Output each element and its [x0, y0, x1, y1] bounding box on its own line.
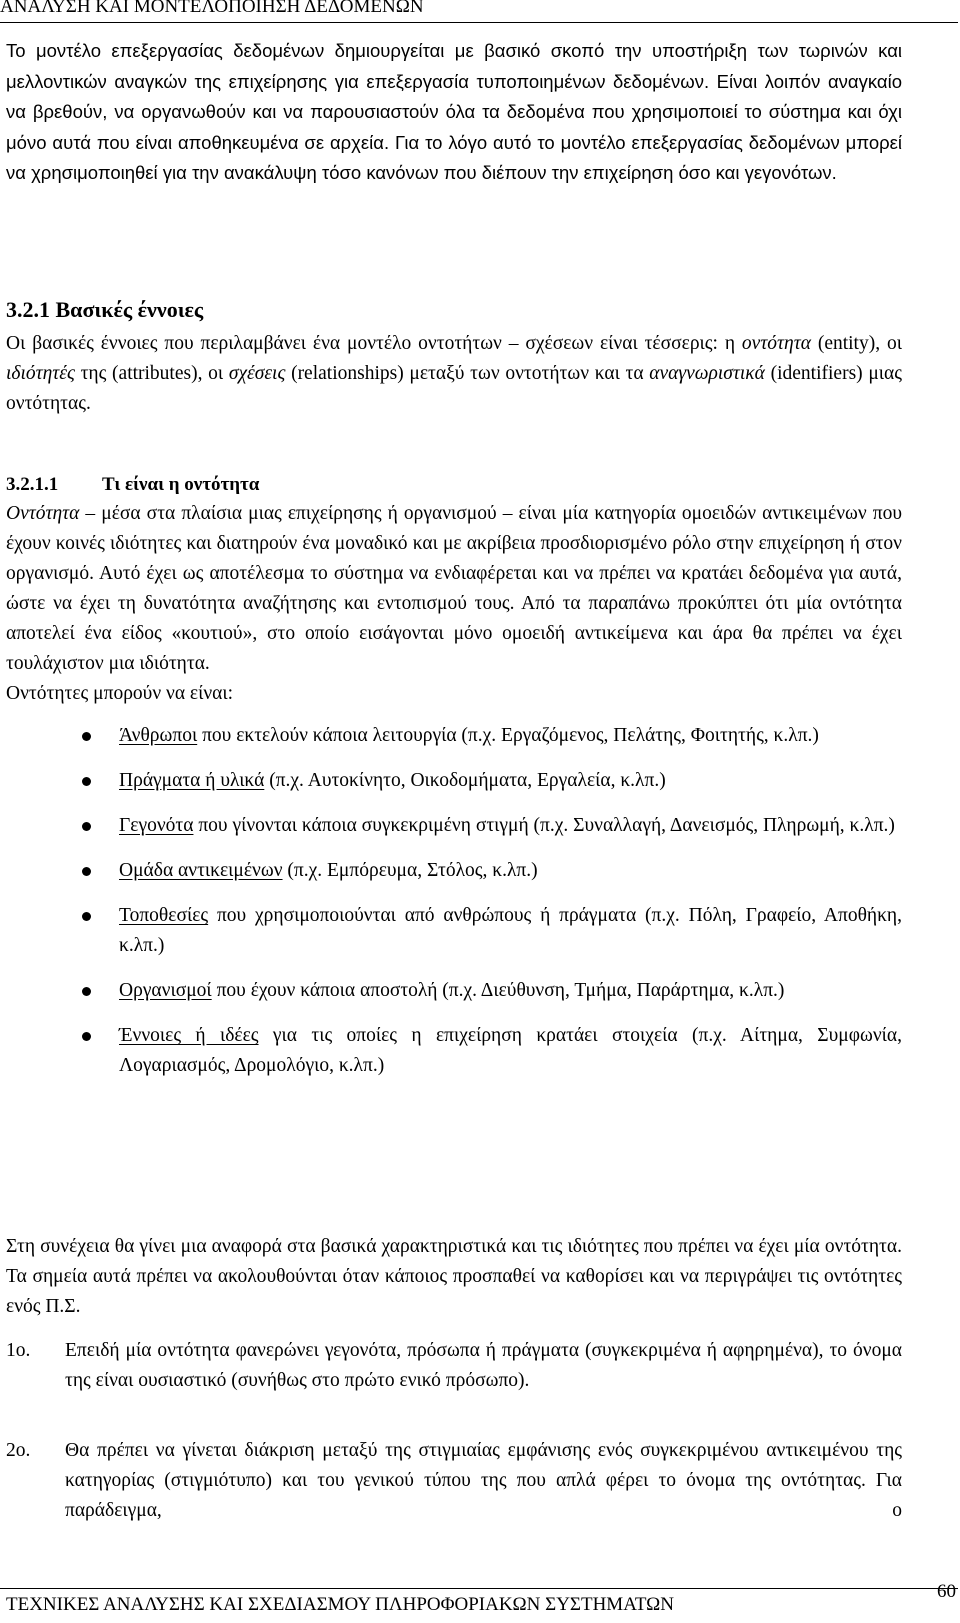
list-item [0, 766, 902, 796]
bullet-icon [82, 777, 91, 786]
entity-type-desc: (π.χ. Αυτοκίνητο, Οικοδομήματα, Εργαλεία, κ.λπ.) [264, 770, 666, 791]
header-rule [0, 22, 958, 23]
intro-paragraph: Το μοντέλο επεξεργασίας δεδομένων δημιουργείται με βασικό σκοπό την υποστήριξη των τωρινών και μελλοντικών αναγκών της επιχείρησης για επεξεργασία τυποποιημένων δεδομένων. Είναι λοιπόν αναγκαίο να βρεθούν, να οργανωθούν και να παρουσιαστούν όλα τα δεδομένα που χρησιμοποιεί το σύστημα και όχι μόνο αυτά που είναι αποθηκευμένα σε αρχεία. Για το λόγο αυτό το μοντέλο επεξεργασίας δεδομένων μπορεί να χρησιμοποιηθεί για την ανακάλυψη τόσο κανόνων που διέπουν την επιχείρηση όσο και γεγονότων. [6, 40, 902, 183]
section-heading-3-2-1-1 [6, 471, 259, 499]
footer-rule [0, 1588, 958, 1589]
term-relationships: σχέσεις [228, 363, 286, 384]
running-header: ΑΝΑΛΥΣΗ ΚΑΙ ΜΟΝΤΕΛΟΠΟΙΗΣΗ ΔΕΔΟΜΕΝΩΝ [0, 0, 424, 17]
item-text: Θα πρέπει να γίνεται διάκριση μεταξύ της στιγμιαίας εμφάνισης ενός συγκεκριμένου αντικειμένου της κατηγορίας (στιγμιότυπο) και του γενικού τύπου της που απλά φέρει το όνομα της οντότητας. Για παράδειγμα, ο [65, 1440, 902, 1521]
item-text: Επειδή μία οντότητα φανερώνει γεγονότα, πρόσωπα ή πράγματα (συγκεκριμένα ή αφηρημένα), το όνομα της είναι ουσιαστικό (συνήθως στο πρώτο ενικό πρόσωπο). [65, 1340, 902, 1391]
entity-definition-text: – μέσα στα πλαίσια μιας επιχείρησης ή οργανισμού – είναι μία κατηγορία ομοειδών αντικειμένων που έχουν κοινές ιδιότητες και διατηρούν ένα μοναδικό και με ακρίβεια προσδιορισμένο ρόλο στην επιχείρηση ή στον οργανισμό. Αυτό έχει ως αποτέλεσμα το σύστημα να ενδιαφέρεται και να πρέπει να κρατάει δεδομένα για αυτά, ώστε να έχει τη δυνατότητα αναζήτησης και εντοπισμού τους. Από τα παραπάνω προκύπτει ότι μία οντότητα αποτελεί ένα είδος «κουτιού», στο οποίο εισάγονται μόνο ομοειδή αντικείμενα και άρα θα πρέπει να έχει τουλάχιστον μια ιδιότητα. [6, 503, 902, 674]
entity-list-intro: Οντότητες μπορούν να είναι: [6, 683, 234, 704]
basic-concepts-paragraph [6, 329, 902, 419]
numbered-item-2 [6, 1436, 902, 1526]
list-item [0, 856, 902, 886]
entity-type-term: Οργανισμοί [119, 980, 212, 1001]
basic-concepts-text: της (attributes), οι [74, 363, 229, 384]
entity-type-desc: για τις οποίες η επιχείρηση κρατάει στοιχεία (π.χ. Αίτημα, Συμφωνία, Λογαριασμός, Δρομολόγιο, κ.λπ.) [119, 1025, 902, 1076]
entity-type-term: Άνθρωποι [119, 725, 198, 746]
bullet-icon [82, 1032, 91, 1041]
bullet-icon [82, 867, 91, 876]
bullet-icon [82, 912, 91, 921]
bullet-icon [82, 987, 91, 996]
entity-types-list [0, 721, 902, 1096]
item-number: 2ο. [6, 1440, 31, 1461]
entity-type-term: Έννοιες ή ιδέες [119, 1025, 259, 1046]
characteristics-intro: Στη συνέχεια θα γίνει μια αναφορά στα βασικά χαρακτηριστικά και τις ιδιότητες που πρέπει να έχει μία οντότητα. Τα σημεία αυτά πρέπει να ακολουθούνται όταν κάποιος προσπαθεί να καθορίσει και να περιγράψει τις οντότητες ενός Π.Σ. [6, 1236, 902, 1317]
entity-type-desc: (π.χ. Εμπόρευμα, Στόλος, κ.λπ.) [282, 860, 538, 881]
footer-title: ΤΕΧΝΙΚΕΣ ΑΝΑΛΥΣΗΣ ΚΑΙ ΣΧΕΔΙΑΣΜΟΥ ΠΛΗΡΟΦΟΡΙΑΚΩΝ ΣΥΣΤΗΜΑΤΩΝ [6, 1594, 674, 1615]
entity-type-term: Πράγματα ή υλικά [119, 770, 265, 791]
page-number: 60 [937, 1581, 956, 1602]
entity-type-desc: που γίνονται κάποια συγκεκριμένη στιγμή (π.χ. Συναλλαγή, Δανεισμός, Πληρωμή, κ.λπ.) [193, 815, 895, 836]
list-item [0, 1021, 902, 1081]
list-item [0, 901, 902, 961]
section-title: Τι είναι η οντότητα [102, 474, 260, 495]
term-attributes: ιδιότητές [6, 363, 75, 384]
entity-type-desc: που χρησιμοποιούνται από ανθρώπους ή πράγματα (π.χ. Πόλη, Γραφείο, Αποθήκη, κ.λπ.) [119, 905, 902, 956]
basic-concepts-text: (relationships) μεταξύ των οντοτήτων και τα [285, 363, 650, 384]
term-entity-definition: Οντότητα [6, 503, 80, 524]
running-footer [0, 1581, 958, 1618]
bullet-icon [82, 822, 91, 831]
bullet-icon [82, 732, 91, 741]
numbered-item-1 [6, 1336, 902, 1396]
section-number: 3.2.1.1 [6, 474, 59, 495]
list-item [0, 976, 902, 1006]
entity-definition-paragraph [6, 499, 902, 709]
basic-concepts-text: (identifiers) μιας οντότητας. [6, 363, 902, 414]
entity-type-term: Γεγονότα [119, 815, 194, 836]
list-item [0, 721, 902, 751]
entity-type-desc: που εκτελούν κάποια λειτουργία (π.χ. Εργαζόμενος, Πελάτης, Φοιτητής, κ.λπ.) [197, 725, 819, 746]
term-entity: οντότητα [741, 333, 811, 354]
item-number: 1ο. [6, 1340, 31, 1361]
section-heading-3-2-1: 3.2.1 Βασικές έννοιες [6, 297, 204, 322]
term-identifiers: αναγνωριστικά [649, 363, 765, 384]
basic-concepts-text: (entity), οι [810, 333, 902, 354]
entity-type-term: Τοποθεσίες [119, 905, 209, 926]
list-item [0, 811, 902, 841]
entity-type-desc: που έχουν κάποια αποστολή (π.χ. Διεύθυνση, Τμήμα, Παράρτημα, κ.λπ.) [211, 980, 785, 1001]
entity-type-term: Ομάδα αντικειμένων [119, 860, 283, 881]
basic-concepts-text: Οι βασικές έννοιες που περιλαμβάνει ένα μοντέλο οντοτήτων – σχέσεων είναι τέσσερις: η [6, 333, 742, 354]
